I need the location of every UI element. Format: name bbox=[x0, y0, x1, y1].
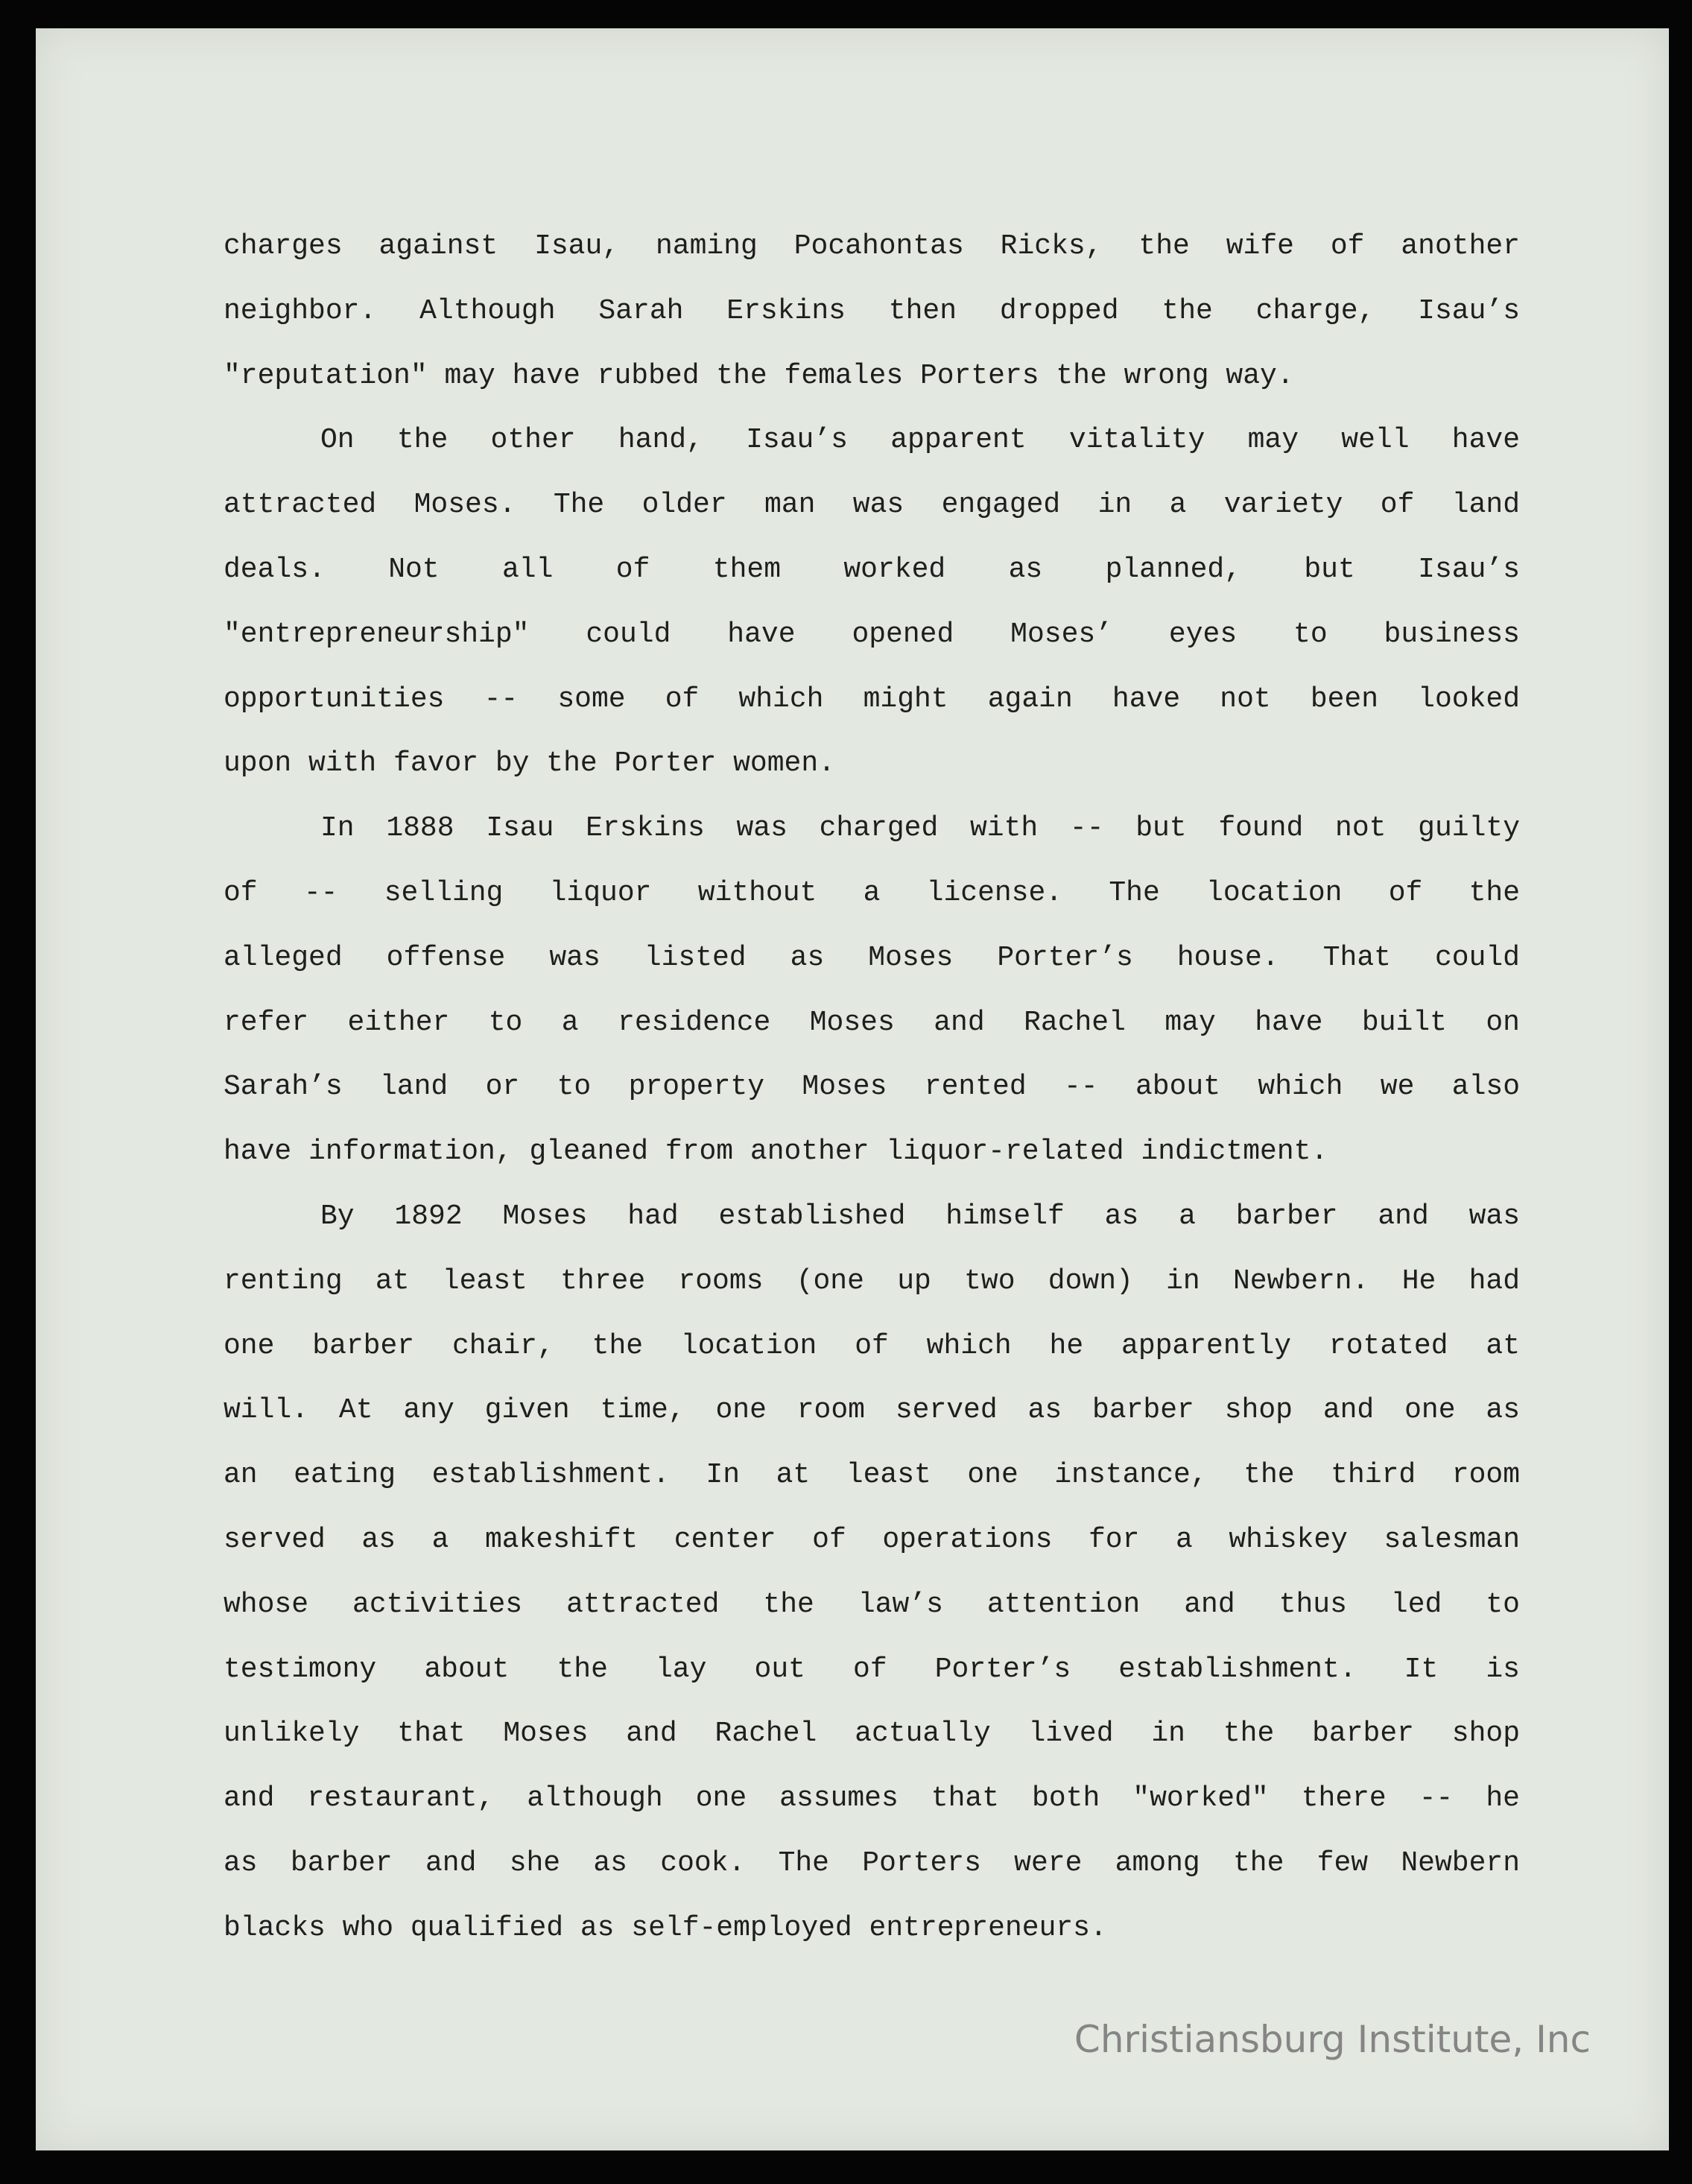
text-line: upon with favor by the Porter women. bbox=[224, 747, 835, 780]
text-line: "reputation" may have rubbed the females Porters the wrong way. bbox=[224, 359, 1294, 392]
text-line: charges against Isau, naming Pocahontas Ricks, the wife of another bbox=[224, 230, 1520, 262]
text-line: deals. Not all of them worked as planned, but Isau’s bbox=[224, 553, 1520, 586]
text-line: whose activities attracted the law’s attention and thus led to bbox=[224, 1588, 1520, 1621]
text-line: served as a makeshift center of operations for a whiskey salesman bbox=[224, 1523, 1520, 1556]
text-line: opportunities -- some of which might again have not been looked bbox=[224, 683, 1520, 715]
text-line: By 1892 Moses had established himself as a barber and was bbox=[320, 1200, 1520, 1232]
text-line: an eating establishment. In at least one instance, the third room bbox=[224, 1459, 1520, 1492]
text-line: attracted Moses. The older man was engaged in a variety of land bbox=[224, 489, 1520, 522]
text-line: "entrepreneurship" could have opened Moses’ eyes to business bbox=[224, 618, 1520, 651]
text-line: renting at least three rooms (one up two down) in Newbern. He had bbox=[224, 1264, 1520, 1297]
text-line: alleged offense was listed as Moses Porter’s house. That could bbox=[224, 941, 1520, 974]
text-line: one barber chair, the location of which he apparently rotated at bbox=[224, 1329, 1520, 1362]
text-line: blacks who qualified as self-employed entrepreneurs. bbox=[224, 1911, 1107, 1944]
watermark-text: Christiansburg Institute, Inc bbox=[1074, 2018, 1591, 2061]
text-line: Sarah’s land or to property Moses rented -- about which we also bbox=[224, 1071, 1520, 1104]
text-line: as barber and she as cook. The Porters were among the few Newbern bbox=[224, 1846, 1520, 1879]
text-line: In 1888 Isau Erskins was charged with -- but found not guilty bbox=[320, 812, 1520, 845]
body-text bbox=[224, 215, 1520, 1961]
text-line: will. At any given time, one room served as barber shop and one as bbox=[224, 1394, 1520, 1427]
text-line: unlikely that Moses and Rachel actually lived in the barber shop bbox=[224, 1718, 1520, 1750]
document-page bbox=[36, 28, 1669, 2150]
text-line: On the other hand, Isau’s apparent vitality may well have bbox=[320, 424, 1520, 457]
text-line: testimony about the lay out of Porter’s establishment. It is bbox=[224, 1653, 1520, 1686]
text-line: have information, gleaned from another liquor-related indictment. bbox=[224, 1136, 1328, 1168]
text-line: of -- selling liquor without a license. The location of the bbox=[224, 876, 1520, 909]
text-line: neighbor. Although Sarah Erskins then dropped the charge, Isau’s bbox=[224, 294, 1520, 327]
text-line: refer either to a residence Moses and Rachel may have built on bbox=[224, 1006, 1520, 1039]
text-line: and restaurant, although one assumes that both "worked" there -- he bbox=[224, 1782, 1520, 1815]
